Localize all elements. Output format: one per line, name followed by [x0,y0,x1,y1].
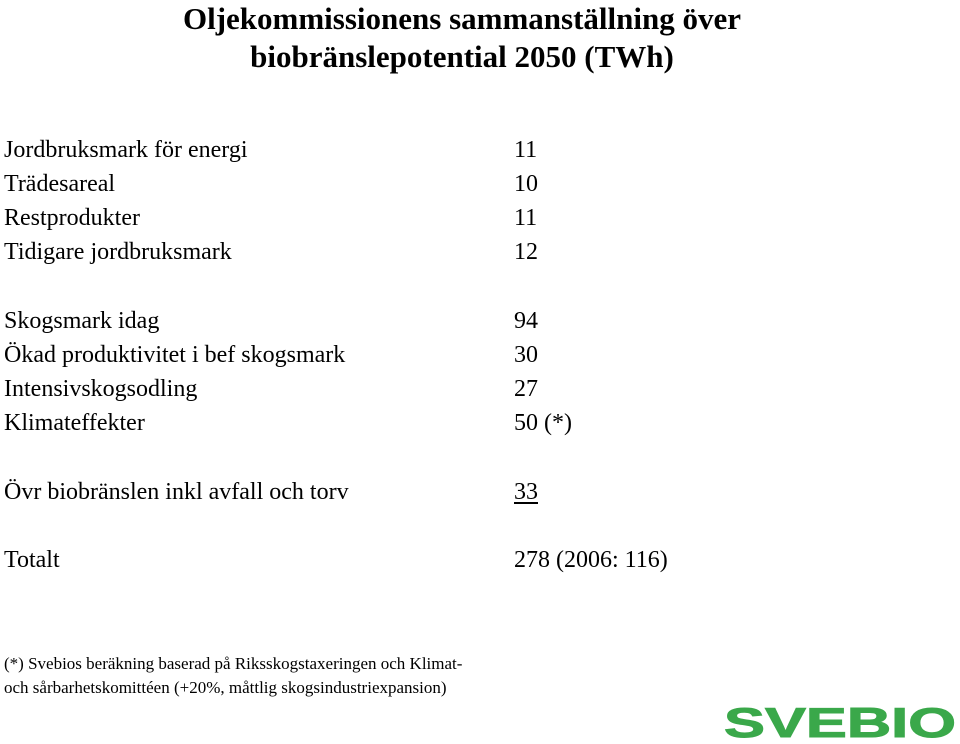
row-label: Restprodukter [4,205,140,231]
total-value: 278 (2006: 116) [514,547,668,573]
row-value: 30 [514,342,538,368]
row-value: 10 [514,171,538,197]
total-label: Totalt [4,547,60,573]
row-value: 27 [514,376,538,402]
title-line-2: biobränslepotential 2050 (TWh) [250,39,674,74]
row-label: Tidigare jordbruksmark [4,239,232,265]
row-label: Ökad produktivitet i bef skogsmark [4,342,346,368]
row-value: 12 [514,239,538,265]
row-value: 33 [514,479,538,505]
footnote-line-1: (*) Svebios beräkning baserad på Riksskogstaxeringen och Klimat- [4,654,463,673]
title-line-1: Oljekommissionens sammanställning över [182,1,742,36]
row-value: 94 [514,308,538,334]
row-label: Skogsmark idag [4,308,160,334]
row-label: Övr biobränslen inkl avfall och torv [4,479,349,505]
row-label: Klimateffekter [4,410,145,436]
row-value: 11 [514,205,538,231]
row-value: 50 (*) [514,410,572,436]
page-title [0,0,924,76]
footnote [4,652,462,700]
svebio-logo [722,700,958,744]
logo-text: SVEBIO [724,700,956,744]
row-label: Intensivskogsodling [4,376,198,402]
footnote-line-2: och sårbarhetskomittéen (+20%, måttlig skogsindustriexpansion) [4,678,447,697]
row-label: Trädesareal [4,171,116,197]
row-value: 11 [514,137,538,163]
row-label: Jordbruksmark för energi [4,137,248,163]
